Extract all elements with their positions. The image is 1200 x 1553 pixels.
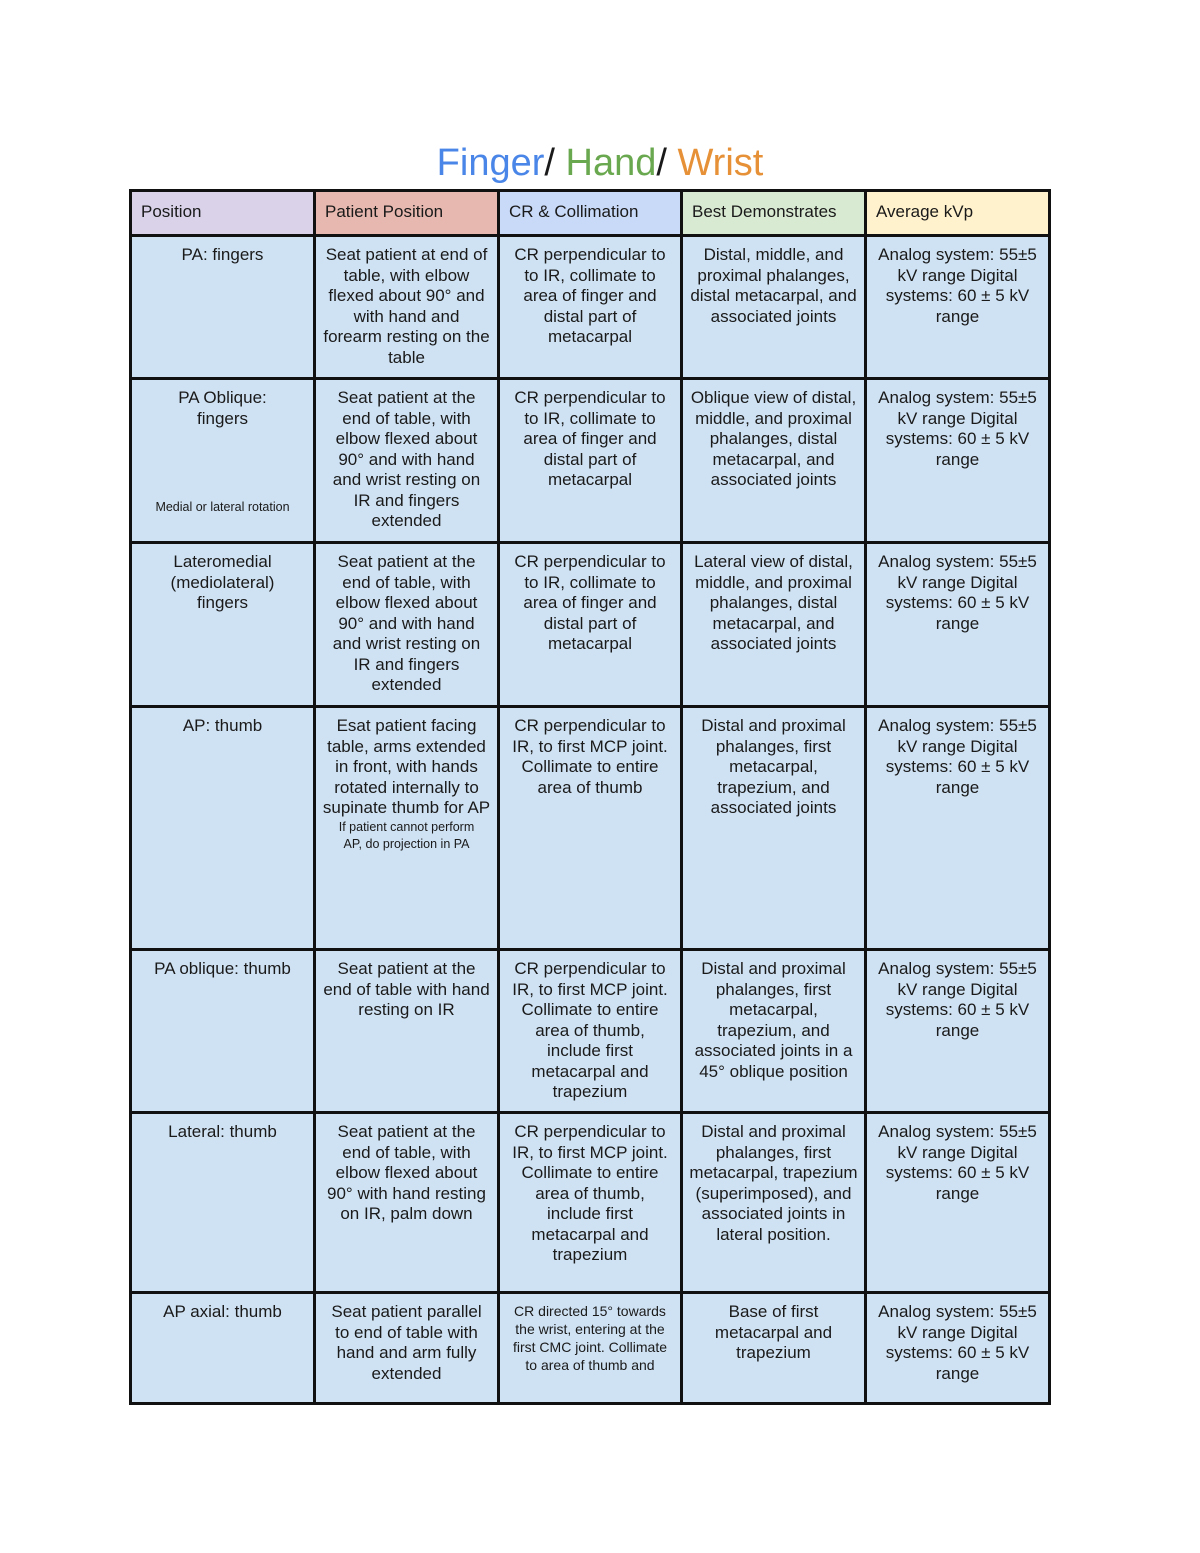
cell-position — [131, 1113, 315, 1293]
cell-cr-collimation: CR perpendicular to to IR, collimate to area of finger and distal part of metacarpal — [499, 236, 682, 379]
positioning-table — [129, 189, 1051, 1405]
cell-best-demonstrates: Base of first metacarpal and trapezium — [682, 1293, 866, 1404]
title-slash: / — [544, 142, 566, 184]
position-note: Medial or lateral rotation — [155, 499, 290, 514]
position-text: Lateromedial (mediolateral) fingers — [170, 552, 275, 612]
cell-patient-position: Seat patient at end of table, with elbow flexed about 90° and with hand and forearm resting on the table — [315, 236, 499, 379]
cell-position — [131, 950, 315, 1113]
cell-position — [131, 379, 315, 543]
table-row — [131, 1113, 1050, 1293]
cell-patient-position: Seat patient at the end of table, with elbow flexed about 90° with hand resting on IR, palm down — [315, 1113, 499, 1293]
cell-cr-collimation: CR perpendicular to to IR, collimate to area of finger and distal part of metacarpal — [499, 379, 682, 543]
position-text: PA oblique: thumb — [154, 959, 291, 978]
cell-best-demonstrates: Distal and proximal phalanges, first metacarpal, trapezium, and associated joints in a 45° oblique position — [682, 950, 866, 1113]
header-patient-position: Patient Position — [315, 191, 499, 236]
table-row — [131, 707, 1050, 950]
cell-patient-position: Seat patient at the end of table, with elbow flexed about 90° and with hand and wrist resting on IR and fingers extended — [315, 379, 499, 543]
cell-best-demonstrates: Oblique view of distal, middle, and proximal phalanges, distal metacarpal, and associated joints — [682, 379, 866, 543]
header-cr-collimation: CR & Collimation — [499, 191, 682, 236]
table-row — [131, 379, 1050, 543]
cell-patient-position: Seat patient parallel to end of table with hand and arm fully extended — [315, 1293, 499, 1404]
title-hand: Hand — [565, 142, 657, 184]
cell-position — [131, 1293, 315, 1404]
position-text: Lateral: thumb — [168, 1122, 277, 1141]
cell-patient-position: Seat patient at the end of table with hand resting on IR — [315, 950, 499, 1113]
table-header-row — [131, 191, 1050, 236]
patient-position-note: If patient cannot perform AP, do projection in PA — [338, 819, 475, 851]
cell-cr-collimation: CR perpendicular to IR, to first MCP joint. Collimate to entire area of thumb — [499, 707, 682, 950]
title-wrist: Wrist — [677, 142, 764, 184]
cell-average-kvp: Analog system: 55±5 kV range Digital systems: 60 ± 5 kV range — [866, 543, 1050, 707]
cell-cr-collimation: CR perpendicular to IR, to first MCP joint. Collimate to entire area of thumb, include first metacarpal and trapezium — [499, 1113, 682, 1293]
position-text: AP axial: thumb — [163, 1302, 282, 1321]
title-finger: Finger — [436, 142, 545, 184]
cell-patient-position — [315, 707, 499, 950]
cell-average-kvp: Analog system: 55±5 kV range Digital systems: 60 ± 5 kV range — [866, 707, 1050, 950]
cell-patient-position: Seat patient at the end of table, with elbow flexed about 90° and with hand and wrist resting on IR and fingers extended — [315, 543, 499, 707]
position-text: PA Oblique: fingers — [178, 388, 267, 428]
page-title — [0, 140, 1200, 186]
position-text: PA: fingers — [181, 245, 264, 264]
cell-best-demonstrates: Distal, middle, and proximal phalanges, distal metacarpal, and associated joints — [682, 236, 866, 379]
cell-average-kvp: Analog system: 55±5 kV range Digital systems: 60 ± 5 kV range — [866, 950, 1050, 1113]
title-slash: / — [656, 142, 678, 184]
cell-cr-collimation: CR perpendicular to IR, to first MCP joint. Collimate to entire area of thumb, include first metacarpal and trapezium — [499, 950, 682, 1113]
position-text: AP: thumb — [182, 716, 263, 735]
cell-best-demonstrates: Distal and proximal phalanges, first metacarpal, trapezium (superimposed), and associated joints in lateral position. — [682, 1113, 866, 1293]
cell-best-demonstrates: Lateral view of distal, middle, and proximal phalanges, distal metacarpal, and associated joints — [682, 543, 866, 707]
header-best-demonstrates: Best Demonstrates — [682, 191, 866, 236]
cell-average-kvp: Analog system: 55±5 kV range Digital systems: 60 ± 5 kV range — [866, 1113, 1050, 1293]
cell-average-kvp: Analog system: 55±5 kV range Digital systems: 60 ± 5 kV range — [866, 379, 1050, 543]
table-row — [131, 543, 1050, 707]
cell-best-demonstrates: Distal and proximal phalanges, first metacarpal, trapezium, and associated joints — [682, 707, 866, 950]
patient-position-text: Esat patient facing table, arms extended in front, with hands rotated internally to supinate thumb for AP — [322, 716, 491, 817]
table-row — [131, 236, 1050, 379]
table-row — [131, 950, 1050, 1113]
cell-cr-collimation: CR perpendicular to to IR, collimate to area of finger and distal part of metacarpal — [499, 543, 682, 707]
cell-position — [131, 543, 315, 707]
header-position: Position — [131, 191, 315, 236]
cell-cr-collimation — [499, 1293, 682, 1404]
header-average-kvp: Average kVp — [866, 191, 1050, 236]
cr-collimation-text: CR directed 15° towards the wrist, entering at the first CMC joint. Collimate to area of thumb and — [512, 1303, 668, 1373]
cell-average-kvp: Analog system: 55±5 kV range Digital systems: 60 ± 5 kV range — [866, 236, 1050, 379]
cell-position — [131, 707, 315, 950]
cell-position — [131, 236, 315, 379]
cell-average-kvp: Analog system: 55±5 kV range Digital systems: 60 ± 5 kV range — [866, 1293, 1050, 1404]
table-row — [131, 1293, 1050, 1404]
